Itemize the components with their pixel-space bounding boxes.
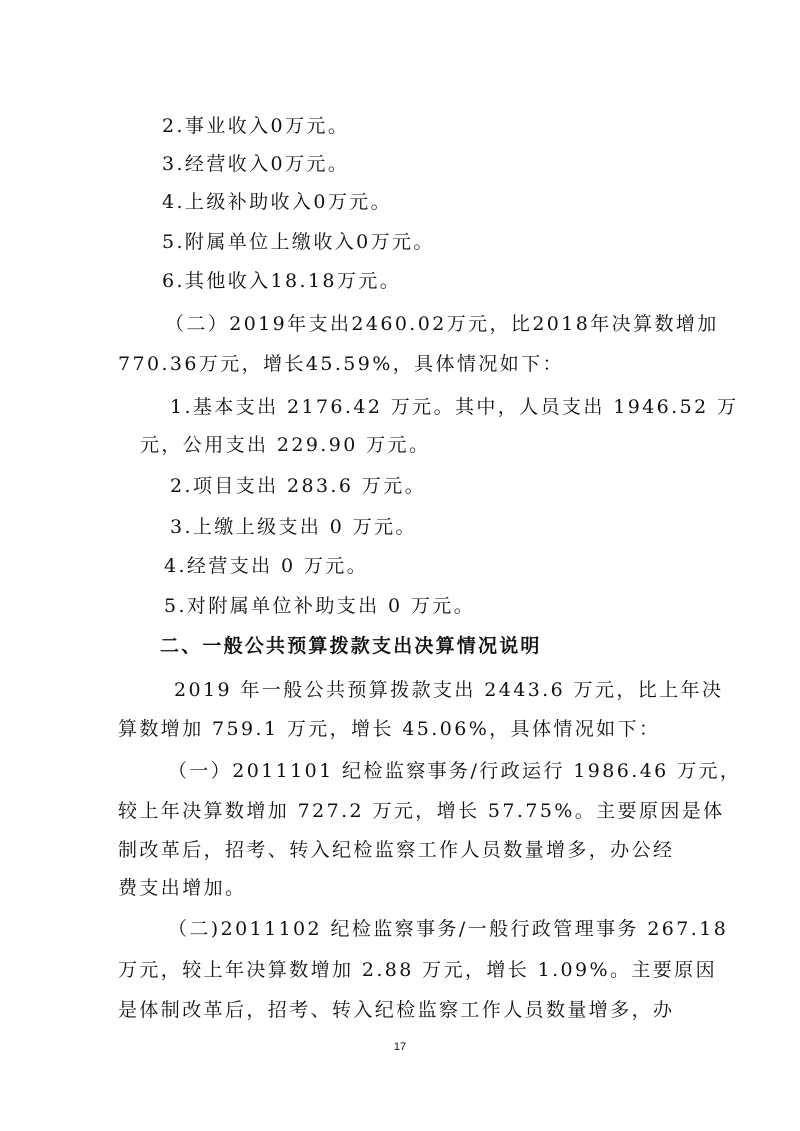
text-line: 770.36万元，增长45.59%，具体情况如下：: [118, 353, 564, 375]
text-line: 4.上级补助收入0万元。: [162, 191, 393, 213]
text-line: 2.项目支出 283.6 万元。: [170, 475, 427, 497]
text-line: 元，公用支出 229.90 万元。: [140, 434, 431, 456]
text-line: （二)2011102 纪检监察事务/一般行政管理事务 267.18: [168, 918, 729, 940]
text-line: 6.其他收入18.18万元。: [162, 270, 402, 292]
text-line: 4.经营支出 0 万元。: [164, 555, 369, 577]
text-line: 2.事业收入0万元。: [162, 115, 350, 137]
text-line: 万元，较上年决算数增加 2.88 万元，增长 1.09%。主要原因: [118, 959, 717, 981]
text-line: 1.基本支出 2176.42 万元。其中，人员支出 1946.52 万: [170, 396, 739, 418]
text-line: 3.上缴上级支出 0 万元。: [170, 516, 417, 538]
text-line: 5.附属单位上缴收入0万元。: [162, 231, 435, 253]
text-line: 2019 年一般公共预算拨款支出 2443.6 万元，比上年决: [174, 679, 724, 701]
text-line: 算数增加 759.1 万元，增长 45.06%，具体情况如下：: [118, 718, 661, 740]
page-number: 17: [393, 1041, 407, 1053]
text-line: （二）2019年支出2460.02万元，比2018年决算数增加: [165, 313, 719, 335]
text-line: 3.经营收入0万元。: [162, 153, 350, 175]
text-line: 是体制改革后，招考、转入纪检监察工作人员数量增多，办: [118, 999, 675, 1021]
text-line: （一）2011101 纪检监察事务/行政运行 1986.46 万元，: [168, 760, 742, 782]
text-line: 制改革后，招考、转入纪检监察工作人员数量增多，办公经: [118, 839, 675, 861]
text-line: 5.对附属单位补助支出 0 万元。: [164, 595, 476, 617]
section-heading: 二、一般公共预算拨款支出决算情况说明: [160, 635, 542, 657]
text-line: 较上年决算数增加 727.2 万元，增长 57.75%。主要原因是体: [118, 800, 725, 822]
text-line: 费支出增加。: [118, 877, 247, 899]
